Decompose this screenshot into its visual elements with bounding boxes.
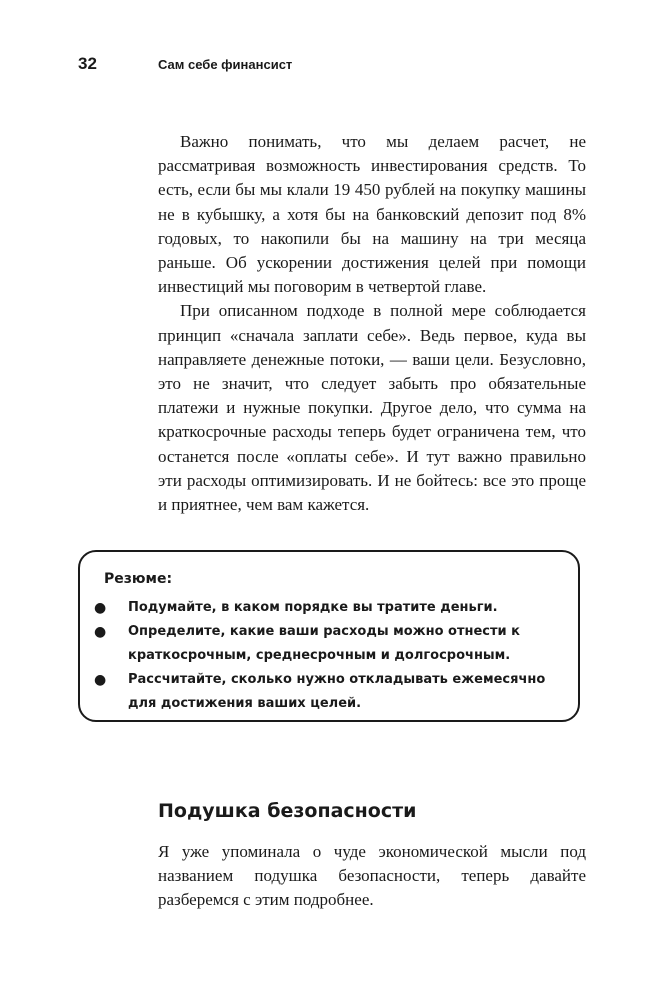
summary-item-text: Подумайте, в каком порядке вы тратите деньги.	[128, 600, 498, 615]
summary-item	[94, 620, 564, 668]
summary-item-text: Определите, какие ваши расходы можно отнести к краткосрочным, среднесрочным и долгосрочным.	[128, 624, 521, 663]
page-number: 32	[78, 54, 97, 73]
summary-item	[94, 668, 564, 716]
paragraph: Я уже упоминала о чуде экономической мысли под названием подушка безопасности, теперь давайте разберемся с этим подробнее.	[158, 842, 586, 910]
body-text-block	[158, 130, 586, 517]
bullet-icon: ●	[94, 672, 107, 688]
summary-item-text: Рассчитайте, сколько нужно откладывать ежемесячно для достижения ваших целей.	[128, 672, 546, 711]
section-heading: Подушка безопасности	[158, 800, 417, 822]
paragraph: Важно понимать, что мы делаем расчет, не рассматривая возможность инвестирования средств. То есть, если бы мы клали 19 450 рублей на покупку машины не в кубышку, а хотя бы на банковский депозит под 8% годовых, то накопили бы на машину на три месяца раньше. Об ускорении достижения целей при помощи инвестиций мы поговорим в четвертой главе.	[158, 132, 586, 297]
bullet-icon: ●	[94, 624, 107, 640]
summary-box	[78, 550, 580, 722]
section-text-block	[158, 840, 586, 913]
summary-title: Резюме:	[104, 571, 173, 587]
page-header	[78, 54, 292, 78]
summary-item	[94, 596, 564, 620]
summary-list	[94, 596, 564, 716]
bullet-icon: ●	[94, 600, 107, 616]
running-title: Сам себе финансист	[158, 57, 293, 72]
paragraph: При описанном подходе в полной мере соблюдается принцип «сначала заплати себе». Ведь первое, куда вы направляете денежные потоки, — ваши цели. Безусловно, это не значит, что следует забыть про обязательные платежи и нужные покупки. Другое дело, что сумма на краткосрочные расходы теперь будет ограничена тем, что останется после «оплаты себе». И тут важно правильно эти расходы оптимизировать. И не бойтесь: все это проще и приятнее, чем вам кажется.	[158, 301, 586, 515]
